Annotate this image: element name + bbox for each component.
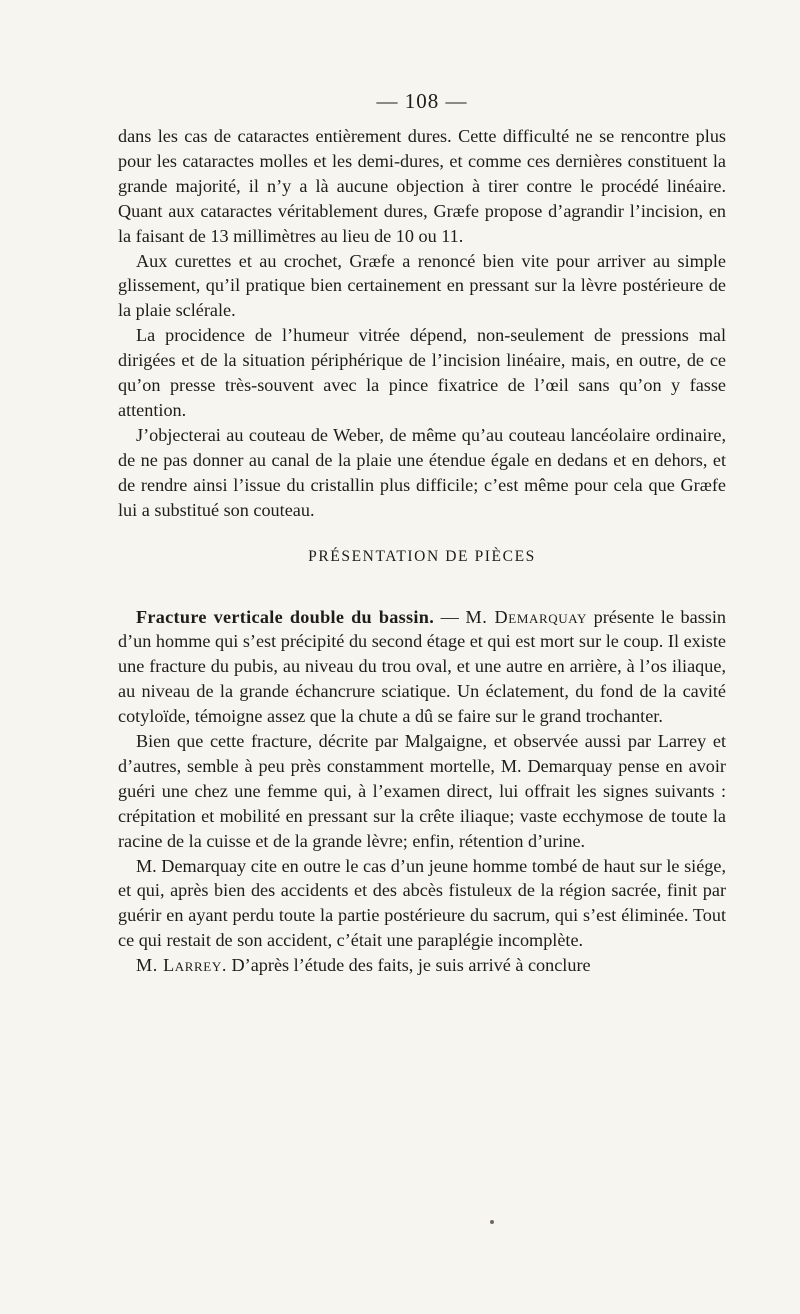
fracture-title: Fracture verticale double du bassin. [136,606,435,627]
paragraph-malgaigne: Bien que cette fracture, décrite par Malgaigne, et observée aussi par Larrey et d’autres, semble à peu près constamment mortelle, M. Demarquay pense en avoir guéri une chez une femme qui, à l’examen direct, lui offrait les signes suivants : crépitation et mobilité en pressant sur la crête iliaque; vaste ecchymose de toute la racine de la cuisse et de la grande lèvre; enfin, rétention d’urine. [118,731,726,851]
page-number: — 108 — [376,89,468,113]
speaker-demarquay: M. Demarquay [465,606,588,627]
article-text [118,124,726,523]
page-body [118,88,726,978]
fracture-paragraph [118,605,726,730]
title-dash: — [434,606,466,627]
paragraph-4: J’objecterai au couteau de Weber, de même qu’au couteau lancéolaire ordinaire, de ne pas donner au canal de la plaie une étendue égale en dedans et en dehors, et de rendre ainsi l’issue du cristallin plus difficile; c’est même pour cela que Græfe lui a substitué son couteau. [118,424,726,520]
paragraph-1: dans les cas de cataractes entièrement dures. Cette difficulté ne se rencontre plus pour les cataractes molles et les demi-dures, et comme ces dernières constituent la grande majorité, il n’y a là aucune objection à tirer contre le procédé linéaire. Quant aux cataractes véritablement dures, Græfe propose d’agrandir l’incision, en la faisant de 13 millimètres au lieu de 10 ou 11. [118,126,726,246]
ink-speck [490,1220,494,1224]
speaker-larrey: M. Larrey. [136,955,227,976]
larrey-text: D’après l’étude des faits, je suis arrivé à conclure [226,955,591,976]
fracture-text: présente le bassin d’un homme qui s’est précipité du second étage et qui est mort sur le coup. Il existe une fracture du pubis, au niveau du trou oval, et une autre en arrière, à l’os iliaque, au niveau de la grande échancrure sciatique. Un éclatement, du fond de la cavité cotyloïde, témoigne assez que la chute a dû se faire sur le grand trochanter. [118,606,726,727]
section-heading: PRÉSENTATION DE PIÈCES [308,547,536,565]
paragraph-demarquay-case: M. Demarquay cite en outre le cas d’un jeune homme tombé de haut sur le siége, et qui, après bien des accidents et des abcès fistuleux de la région sacrée, finit par guérir en ayant perdu toute la partie postérieure du sacrum, qui s’est éliminée. Tout ce qui restait de son accident, c’était une paraplégie incomplète. [118,855,726,951]
larrey-paragraph [118,953,726,978]
paragraph-3: La procidence de l’humeur vitrée dépend, non-seulement de pressions mal dirigées et de la situation périphérique de l’incision linéaire, mais, en outre, de ce qu’on presse très-souvent avec la pince fixatrice de l’œil sans qu’on y fasse attention. [118,325,726,420]
paragraph-2: Aux curettes et au crochet, Græfe a renoncé bien vite pour arriver au simple glissement, qu’il pratique bien certainement en pressant sur la lèvre postérieure de la plaie sclérale. [118,250,726,321]
